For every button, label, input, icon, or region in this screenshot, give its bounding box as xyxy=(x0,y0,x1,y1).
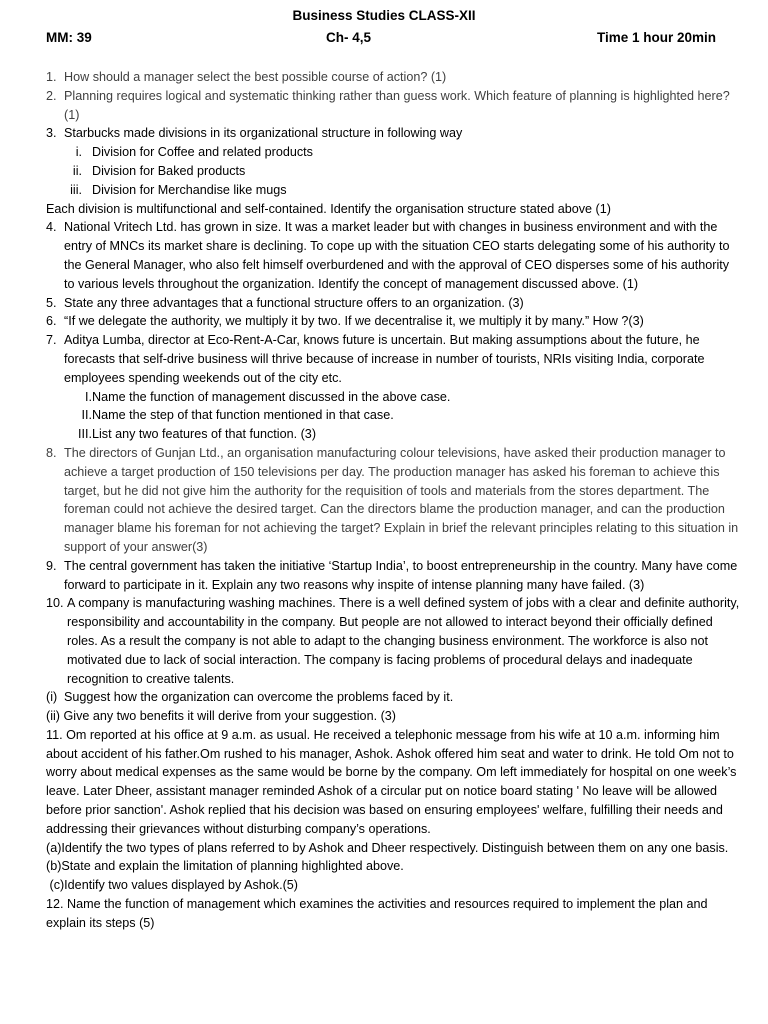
question-number: 6. xyxy=(46,314,57,329)
question-number: 8. xyxy=(46,445,57,460)
list-item xyxy=(46,181,740,200)
list-item xyxy=(46,425,740,444)
question-2 xyxy=(46,87,740,125)
question-6 xyxy=(46,312,740,331)
item-number: iii. xyxy=(70,182,82,197)
item-text: Division for Coffee and related products xyxy=(92,145,313,160)
question-text: National Vritech Ltd. has grown in size. It was a market leader but with changes in business environment and with the entry of MNCs its market share is declining. To cope up with the situation CEO starts delegating some of his authority to the General Manager, who also felt himself overburdened and with the approval of CEO disperses some of his authority to various levels throughout the organization. Identify the concept of management discussed above. (1) xyxy=(64,220,730,291)
question-text: Aditya Lumba, director at Eco-Rent-A-Car, knows future is uncertain. But making assumptions about the future, he forecasts that self-drive business will thrive because of increase in number of tourists, NRIs visiting India, corporate employees spending weekends out of the city etc. xyxy=(64,333,705,385)
item-text: Give any two benefits it will derive from your suggestion. (3) xyxy=(63,709,396,724)
item-text: Name the function of management discussed in the above case. xyxy=(92,389,451,404)
question-number: 2. xyxy=(46,88,57,103)
question-11: 11. Om reported at his office at 9 a.m. as usual. He received a telephonic message from his wife at 10 a.m. informing him about accident of his father.Om rushed to his manager, Ashok. Ashok offered him seat and water to drink. He told Om not to worry about medical expenses as the same would be borne by the company. Om left immediately for hospital on one week’s leave. Later Dheer, assistant manager reminded Ashok of a circular put on notice board stating ' No leave will be allowed before prior sanction'. Ashok replied that his decision was based on ensuring employees' welfare, fulfilling their needs and addressing their grievances without disturbing company’s operations. xyxy=(46,727,737,836)
item-text: Suggest how the organization can overcome the problems faced by it. xyxy=(64,690,454,705)
question-12: 12. Name the function of management which examines the activities and resources required to implement the plan and explain its steps (5) xyxy=(46,897,708,930)
item-number: I. xyxy=(85,389,92,404)
item-number: III. xyxy=(78,427,92,442)
question-text: State any three advantages that a functional structure offers to an organization. (3) xyxy=(64,295,524,310)
question-9 xyxy=(46,557,740,595)
item-number: II. xyxy=(81,408,92,423)
item-text: Name the step of that function mentioned in that case. xyxy=(92,408,394,423)
question-11-part-a: (a)Identify the two types of plans referred to by Ashok and Dheer respectively. Distinguish between them on any one basis. xyxy=(46,840,729,855)
question-text: How should a manager select the best possible course of action? (1) xyxy=(64,70,447,84)
time-allowed: Time 1 hour 20min xyxy=(597,30,717,45)
item-text: List any two features of that function. (3) xyxy=(92,427,317,442)
question-number: 7. xyxy=(46,333,57,348)
question-text: The central government has taken the initiative ‘Startup India’, to boost entrepreneurship in the country. Many have come forward to participate in it. Explain any two reasons why inspite of intense planning many have failed. (3) xyxy=(64,558,738,592)
question-1 xyxy=(46,68,740,87)
question-text: Starbucks made divisions in its organizational structure in following way xyxy=(64,126,463,141)
chapter-label: Ch- 4,5 xyxy=(326,30,372,45)
question-text: Planning requires logical and systematic thinking rather than guess work. Which feature of planning is highlighted here? (1) xyxy=(64,88,730,122)
question-number: 5. xyxy=(46,295,57,310)
list-item xyxy=(46,388,740,407)
question-3-tail: Each division is multifunctional and self-contained. Identify the organisation structure stated above (1) xyxy=(46,201,611,216)
item-text: Division for Merchandise like mugs xyxy=(92,182,287,197)
item-number: i. xyxy=(75,145,82,160)
max-marks: MM: 39 xyxy=(46,30,92,45)
question-text: The directors of Gunjan Ltd., an organisation manufacturing colour televisions, have asked their production manager to achieve a target production of 150 televisions per day. The production manager has asked his foreman to achieve this target, but he did not give him the authority for the requisition of tools and materials from the stores department. The foreman could not achieve the desired target. Can the directors blame the production manager, and can the production manager blame his foreman for not achieving the target? Explain in brief the relevant principles relating to this situation in support of your answer(3) xyxy=(64,445,739,554)
list-item xyxy=(46,707,740,726)
question-3 xyxy=(46,124,740,143)
question-number: 10. xyxy=(46,596,64,611)
list-item xyxy=(46,688,740,707)
question-5 xyxy=(46,294,740,313)
question-11-part-c: (c)Identify two values displayed by Ashok.(5) xyxy=(46,878,298,893)
question-10 xyxy=(46,594,740,688)
question-7 xyxy=(46,331,740,387)
question-4 xyxy=(46,218,740,293)
question-11-part-b: (b)State and explain the limitation of planning highlighted above. xyxy=(46,859,404,874)
item-number: (ii) xyxy=(46,709,60,724)
list-item xyxy=(46,406,740,425)
question-number: 9. xyxy=(46,558,57,573)
question-number: 4. xyxy=(46,220,57,235)
list-item xyxy=(46,143,740,162)
list-item xyxy=(46,162,740,181)
item-number: (i) xyxy=(46,690,58,705)
question-text: A company is manufacturing washing machines. There is a well defined system of jobs with a clear and definite authority, responsibility and accountability in the company. But people are not allowed to interact beyond their officially defined roles. As a result the company is not able to adapt to the changing business environment. The workforce is also not motivated due to lack of social interaction. The company is facing problems of procedural delays and inadequate recognition to creative talents. xyxy=(67,596,740,686)
question-number: 3. xyxy=(46,126,57,141)
question-8 xyxy=(46,444,740,557)
item-number: ii. xyxy=(72,163,82,178)
document-title: Business Studies CLASS-XII xyxy=(292,8,476,23)
question-text: “If we delegate the authority, we multiply it by two. If we decentralise it, we multiply it by many.” How ?(3) xyxy=(64,314,644,329)
item-text: Division for Baked products xyxy=(92,163,246,178)
question-list xyxy=(46,68,740,933)
question-number: 1. xyxy=(46,70,57,84)
